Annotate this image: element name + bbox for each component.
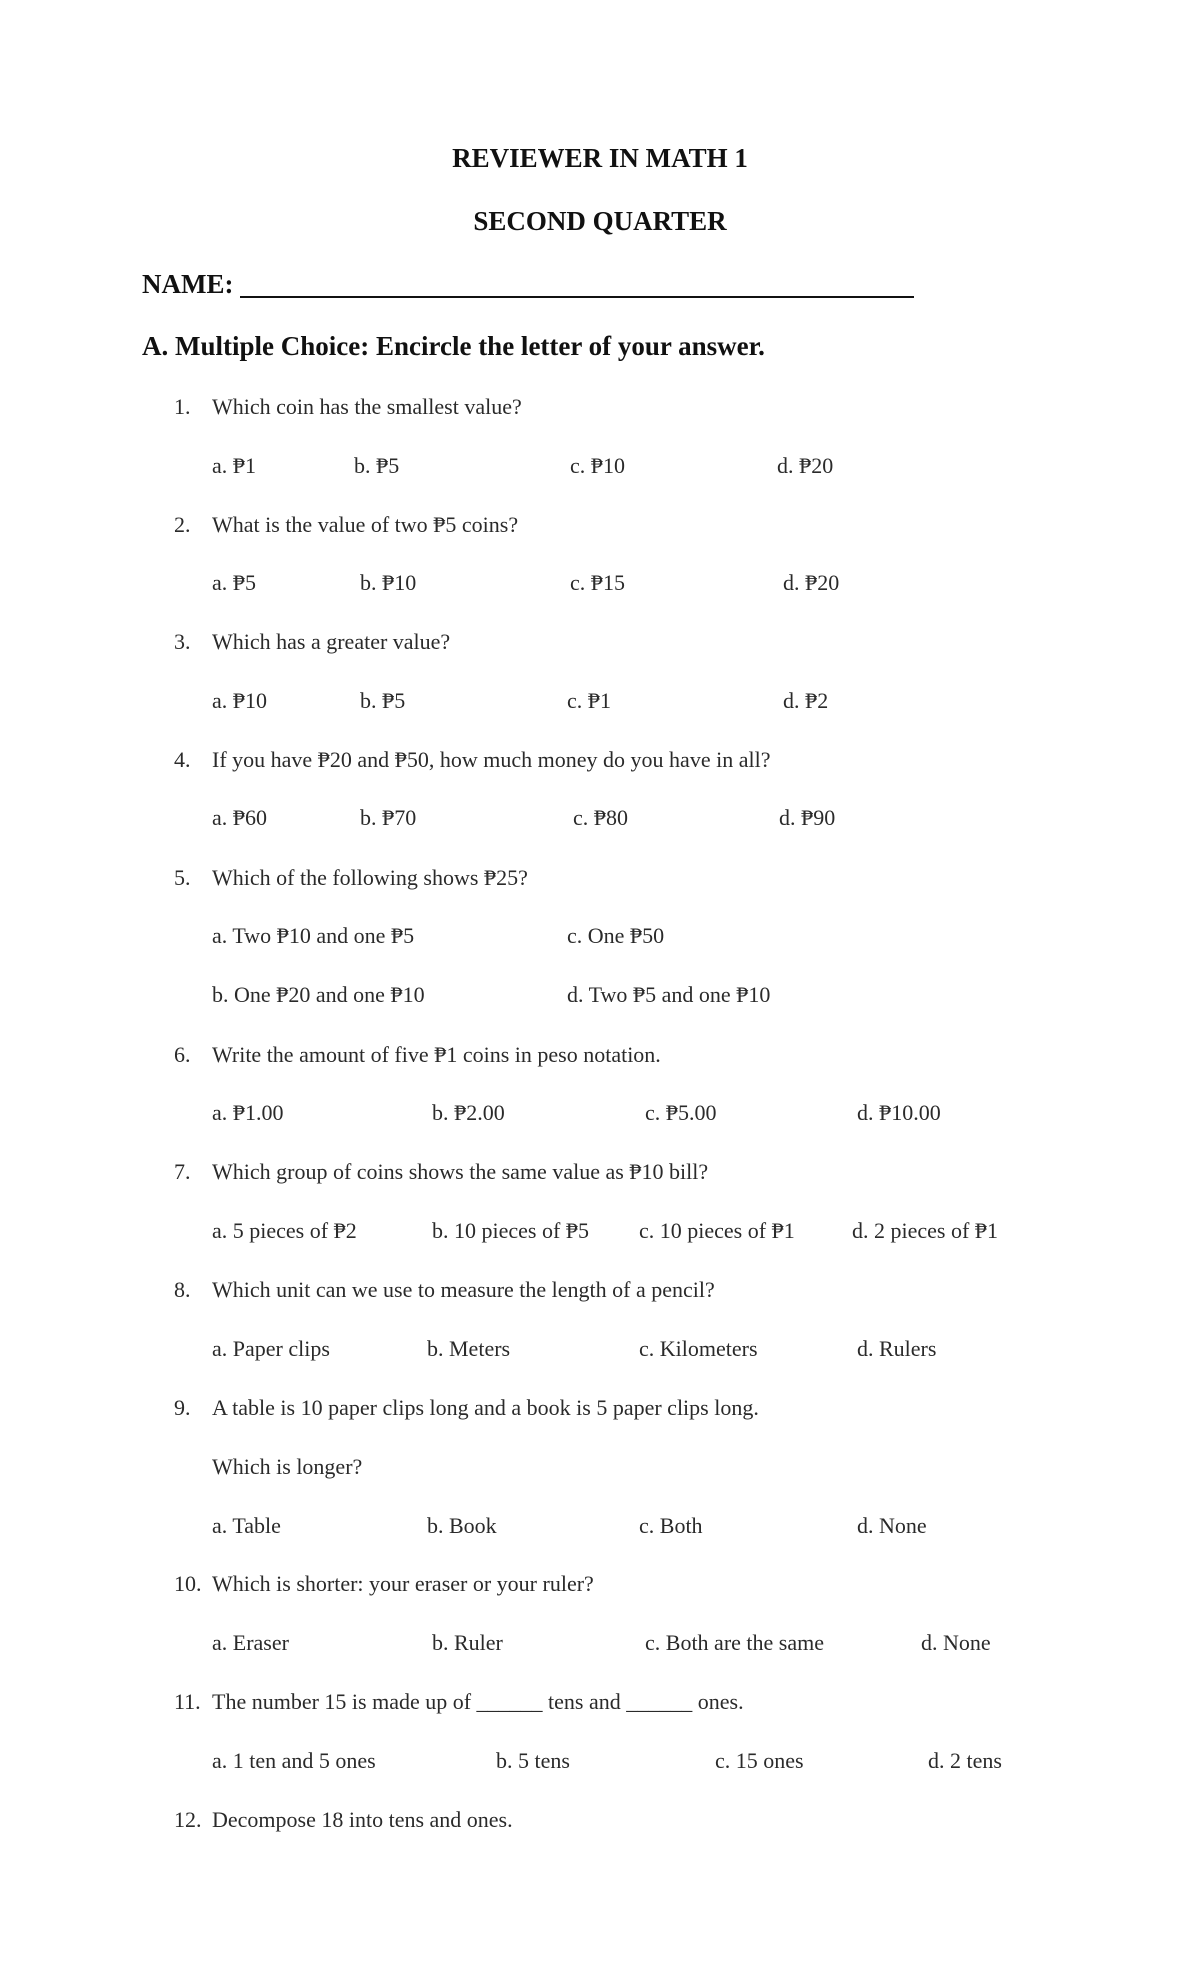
question-number: 6.: [174, 1042, 191, 1067]
question-text-continued: Which is longer?: [212, 1454, 363, 1479]
question-number: 12.: [174, 1807, 202, 1832]
answer-option[interactable]: a. Paper clips: [212, 1336, 330, 1361]
answer-option[interactable]: c. Both are the same: [645, 1630, 824, 1655]
answer-option[interactable]: b. ₱2.00: [432, 1100, 505, 1125]
answer-option[interactable]: a. ₱60: [212, 805, 267, 830]
question-number: 4.: [174, 747, 191, 772]
question-number: 10.: [174, 1571, 202, 1596]
question-number: 5.: [174, 865, 191, 890]
answer-option[interactable]: d. ₱2: [783, 688, 829, 713]
answer-option[interactable]: b. 5 tens: [496, 1748, 570, 1773]
name-blank-line[interactable]: [240, 296, 914, 298]
answer-option[interactable]: d. ₱20: [783, 570, 840, 595]
answer-option[interactable]: d. 2 tens: [928, 1748, 1002, 1773]
answer-option[interactable]: d. Two ₱5 and one ₱10: [567, 982, 771, 1007]
answer-option[interactable]: d. None: [857, 1513, 927, 1538]
question-text: Which coin has the smallest value?: [212, 394, 522, 419]
answer-option[interactable]: b. ₱5: [354, 453, 400, 478]
question-number: 9.: [174, 1395, 191, 1420]
answer-option[interactable]: b. ₱5: [360, 688, 406, 713]
question-number: 3.: [174, 629, 191, 654]
answer-option[interactable]: c. Both: [639, 1513, 703, 1538]
answer-option[interactable]: c. 15 ones: [715, 1748, 804, 1773]
answer-option[interactable]: b. One ₱20 and one ₱10: [212, 982, 425, 1007]
answer-option[interactable]: d. Rulers: [857, 1336, 937, 1361]
name-label: NAME:: [142, 269, 234, 299]
answer-option[interactable]: d. ₱90: [779, 805, 836, 830]
answer-option[interactable]: a. ₱1.00: [212, 1100, 284, 1125]
answer-option[interactable]: a. 1 ten and 5 ones: [212, 1748, 376, 1773]
question-text: If you have ₱20 and ₱50, how much money do you have in all?: [212, 747, 771, 772]
answer-option[interactable]: c. ₱80: [573, 805, 628, 830]
answer-option[interactable]: b. Book: [427, 1513, 497, 1538]
question-number: 11.: [174, 1689, 201, 1714]
answer-option[interactable]: c. Kilometers: [639, 1336, 758, 1361]
answer-option[interactable]: d. 2 pieces of ₱1: [852, 1218, 999, 1243]
question-number: 7.: [174, 1159, 191, 1184]
answer-option[interactable]: b. 10 pieces of ₱5: [432, 1218, 590, 1243]
answer-option[interactable]: b. Ruler: [432, 1630, 503, 1655]
answer-option[interactable]: b. ₱10: [360, 570, 417, 595]
answer-option[interactable]: a. Eraser: [212, 1630, 289, 1655]
question-text: Which is shorter: your eraser or your ruler?: [212, 1571, 594, 1596]
question-text: Write the amount of five ₱1 coins in peso notation.: [212, 1042, 661, 1067]
answer-option[interactable]: d. ₱20: [777, 453, 834, 478]
answer-option[interactable]: c. ₱10: [570, 453, 625, 478]
answer-option[interactable]: a. ₱10: [212, 688, 267, 713]
answer-option[interactable]: b. Meters: [427, 1336, 511, 1361]
answer-option[interactable]: d. ₱10.00: [857, 1100, 941, 1125]
answer-option[interactable]: a. ₱5: [212, 570, 256, 595]
answer-option[interactable]: d. None: [921, 1630, 991, 1655]
answer-option[interactable]: c. ₱5.00: [645, 1100, 717, 1125]
answer-option[interactable]: c. 10 pieces of ₱1: [639, 1218, 795, 1243]
answer-option[interactable]: c. ₱15: [570, 570, 625, 595]
answer-option[interactable]: b. ₱70: [360, 805, 417, 830]
answer-option[interactable]: a. Two ₱10 and one ₱5: [212, 923, 415, 948]
question-text: Which group of coins shows the same value as ₱10 bill?: [212, 1159, 709, 1184]
document-subtitle: SECOND QUARTER: [473, 206, 727, 236]
question-text: The number 15 is made up of ______ tens and ______ ones.: [212, 1689, 744, 1714]
question-number: 8.: [174, 1277, 191, 1302]
document-title: REVIEWER IN MATH 1: [452, 143, 748, 173]
question-text: Decompose 18 into tens and ones.: [212, 1807, 513, 1832]
answer-option[interactable]: c. One ₱50: [567, 923, 665, 948]
question-text: What is the value of two ₱5 coins?: [212, 512, 519, 537]
answer-option[interactable]: a. ₱1: [212, 453, 256, 478]
question-text: Which of the following shows ₱25?: [212, 865, 528, 890]
section-a-heading: A. Multiple Choice: Encircle the letter of your answer.: [142, 331, 765, 361]
question-text: A table is 10 paper clips long and a book is 5 paper clips long.: [212, 1395, 759, 1420]
answer-option[interactable]: c. ₱1: [567, 688, 611, 713]
answer-option[interactable]: a. Table: [212, 1513, 281, 1538]
question-number: 2.: [174, 512, 191, 537]
question-text: Which has a greater value?: [212, 629, 451, 654]
question-number: 1.: [174, 394, 191, 419]
question-text: Which unit can we use to measure the length of a pencil?: [212, 1277, 715, 1302]
answer-option[interactable]: a. 5 pieces of ₱2: [212, 1218, 357, 1243]
